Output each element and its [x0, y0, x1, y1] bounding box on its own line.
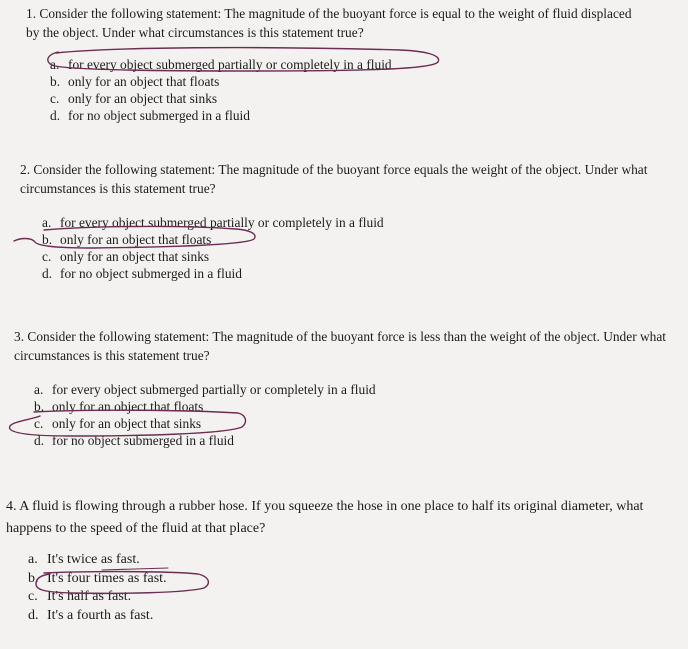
question-text: Consider the following statement: The magnitude of the buoyant force is equal to the weight of fluid displaced by the object. Under what circumstances is this statement true?: [26, 6, 632, 40]
option-letter: c.: [50, 91, 60, 106]
question-number: 3.: [14, 329, 25, 344]
option-a[interactable]: [42, 214, 685, 231]
question-stem: [26, 4, 646, 42]
question-stem: [14, 327, 686, 365]
option-list: [42, 214, 685, 282]
option-d[interactable]: [34, 432, 686, 449]
option-text: for no object submerged in a fluid: [52, 433, 234, 448]
option-b[interactable]: [28, 570, 686, 589]
option-letter: b.: [42, 232, 53, 247]
option-text: only for an object that floats: [68, 74, 220, 89]
option-d[interactable]: [50, 107, 646, 124]
question-text: Consider the following statement: The magnitude of the buoyant force is less than the weight of the object. Under what circumstances is this statement true?: [14, 329, 667, 363]
option-text: It's four times as fast.: [47, 570, 167, 586]
option-letter: d.: [28, 607, 39, 623]
option-a[interactable]: [50, 56, 646, 73]
option-text: only for an object that sinks: [60, 249, 210, 264]
question-number: 1.: [26, 6, 37, 21]
option-a[interactable]: [34, 381, 686, 398]
option-letter: a.: [50, 57, 60, 72]
option-letter: a.: [28, 552, 38, 567]
option-text: for every object submerged partially or completely in a fluid: [52, 382, 376, 397]
option-text: It's half as fast.: [47, 589, 132, 604]
option-letter: b.: [34, 399, 45, 414]
question-number: 4.: [6, 499, 17, 514]
option-a[interactable]: [28, 551, 686, 570]
option-text: It's twice as fast.: [47, 552, 140, 567]
option-letter: c.: [28, 589, 38, 604]
option-list: [28, 551, 686, 625]
option-c[interactable]: [28, 588, 686, 607]
option-letter: b.: [28, 570, 39, 586]
option-text: only for an object that floats: [52, 399, 204, 414]
option-text: only for an object that sinks: [68, 91, 218, 106]
option-d[interactable]: [28, 607, 686, 626]
option-text: for no object submerged in a fluid: [60, 266, 242, 281]
option-list: [34, 381, 686, 449]
option-b[interactable]: [42, 231, 685, 248]
question-number: 2.: [20, 162, 31, 177]
option-letter: d.: [42, 266, 53, 281]
option-letter: d.: [34, 433, 45, 448]
option-text: It's a fourth as fast.: [47, 607, 154, 623]
option-c[interactable]: [50, 90, 646, 107]
option-d[interactable]: [42, 265, 685, 282]
option-c[interactable]: [42, 248, 685, 265]
question-4: [6, 496, 686, 625]
option-text: only for an object that sinks: [52, 416, 202, 431]
question-text: A fluid is flowing through a rubber hose. If you squeeze the hose in one place to half its original diameter, what happens to the speed of the fluid at that place?: [6, 499, 644, 536]
question-2: [20, 160, 685, 282]
option-c[interactable]: [34, 415, 686, 432]
option-letter: a.: [34, 382, 44, 397]
option-letter: a.: [42, 215, 52, 230]
question-1: [26, 4, 646, 124]
option-list: [50, 56, 646, 124]
question-text: Consider the following statement: The magnitude of the buoyant force equals the weight of the object. Under what circumstances is this statement true?: [20, 162, 648, 196]
option-text: only for an object that floats: [60, 232, 212, 247]
question-3: [14, 327, 686, 449]
option-text: for no object submerged in a fluid: [68, 108, 250, 123]
option-letter: d.: [50, 108, 61, 123]
option-text: for every object submerged partially or completely in a fluid: [60, 215, 384, 230]
option-text: for every object submerged partially or completely in a fluid: [68, 57, 392, 72]
option-b[interactable]: [50, 73, 646, 90]
option-letter: c.: [42, 249, 52, 264]
option-letter: b.: [50, 74, 61, 89]
option-letter: c.: [34, 416, 44, 431]
question-stem: [6, 496, 686, 540]
question-stem: [20, 160, 685, 198]
option-b[interactable]: [34, 398, 686, 415]
